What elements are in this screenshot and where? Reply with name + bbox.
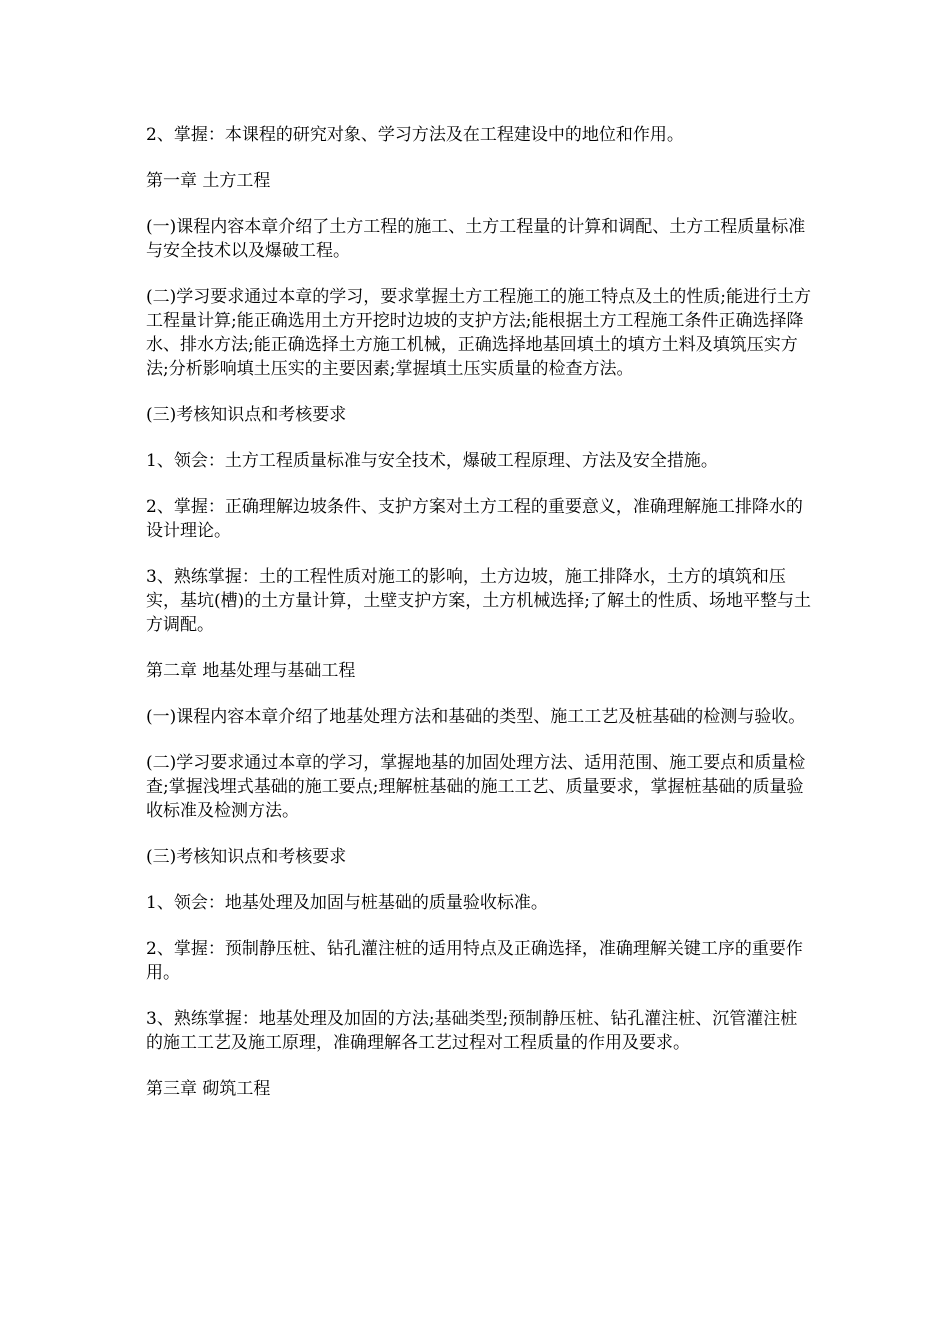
paragraph: (一)课程内容本章介绍了地基处理方法和基础的类型、施工工艺及桩基础的检测与验收。 — [146, 707, 806, 727]
section-heading: (三)考核知识点和考核要求 — [146, 405, 347, 425]
paragraph: (一)课程内容本章介绍了土方工程的施工、土方工程量的计算和调配、土方工程质量标准与安全技术以及爆破工程。 — [146, 217, 806, 261]
paragraph: 1、领会：地基处理及加固与桩基础的质量验收标准。 — [146, 893, 548, 913]
chapter-heading: 第一章 土方工程 — [146, 171, 271, 191]
paragraph: 2、掌握：正确理解边坡条件、支护方案对土方工程的重要意义，准确理解施工排降水的设计理论。 — [146, 497, 803, 541]
chapter-heading: 第二章 地基处理与基础工程 — [146, 661, 356, 681]
paragraph: (二)学习要求通过本章的学习，要求掌握土方工程施工的施工特点及土的性质;能进行土方工程量计算;能正确选用土方开挖时边坡的支护方法;能根据土方工程施工条件正确选择降水、排水方法;能正确选择土方施工机械，正确选择地基回填土的填方土料及填筑压实方法;分析影响填土压实的主要因素;掌握填土压实质量的检查方法。 — [146, 287, 811, 379]
chapter-heading: 第三章 砌筑工程 — [146, 1079, 271, 1099]
section-heading: (三)考核知识点和考核要求 — [146, 847, 347, 867]
paragraph: 3、熟练掌握：地基处理及加固的方法;基础类型;预制静压桩、钻孔灌注桩、沉管灌注桩的施工工艺及施工原理，准确理解各工艺过程对工程质量的作用及要求。 — [146, 1009, 798, 1053]
document-page — [146, 123, 812, 1123]
paragraph: (二)学习要求通过本章的学习，掌握地基的加固处理方法、适用范围、施工要点和质量检查;掌握浅埋式基础的施工要点;理解桩基础的施工工艺、质量要求，掌握桩基础的质量验收标准及检测方法。 — [146, 753, 806, 821]
paragraph: 2、掌握：本课程的研究对象、学习方法及在工程建设中的地位和作用。 — [146, 125, 684, 145]
paragraph: 3、熟练掌握：土的工程性质对施工的影响，土方边坡，施工排降水，土方的填筑和压实，基坑(槽)的土方量计算，土壁支护方案，土方机械选择;了解土的性质、场地平整与土方调配。 — [146, 567, 811, 635]
paragraph: 1、领会：土方工程质量标准与安全技术，爆破工程原理、方法及安全措施。 — [146, 451, 718, 471]
paragraph: 2、掌握：预制静压桩、钻孔灌注桩的适用特点及正确选择，准确理解关键工序的重要作用。 — [146, 939, 803, 983]
